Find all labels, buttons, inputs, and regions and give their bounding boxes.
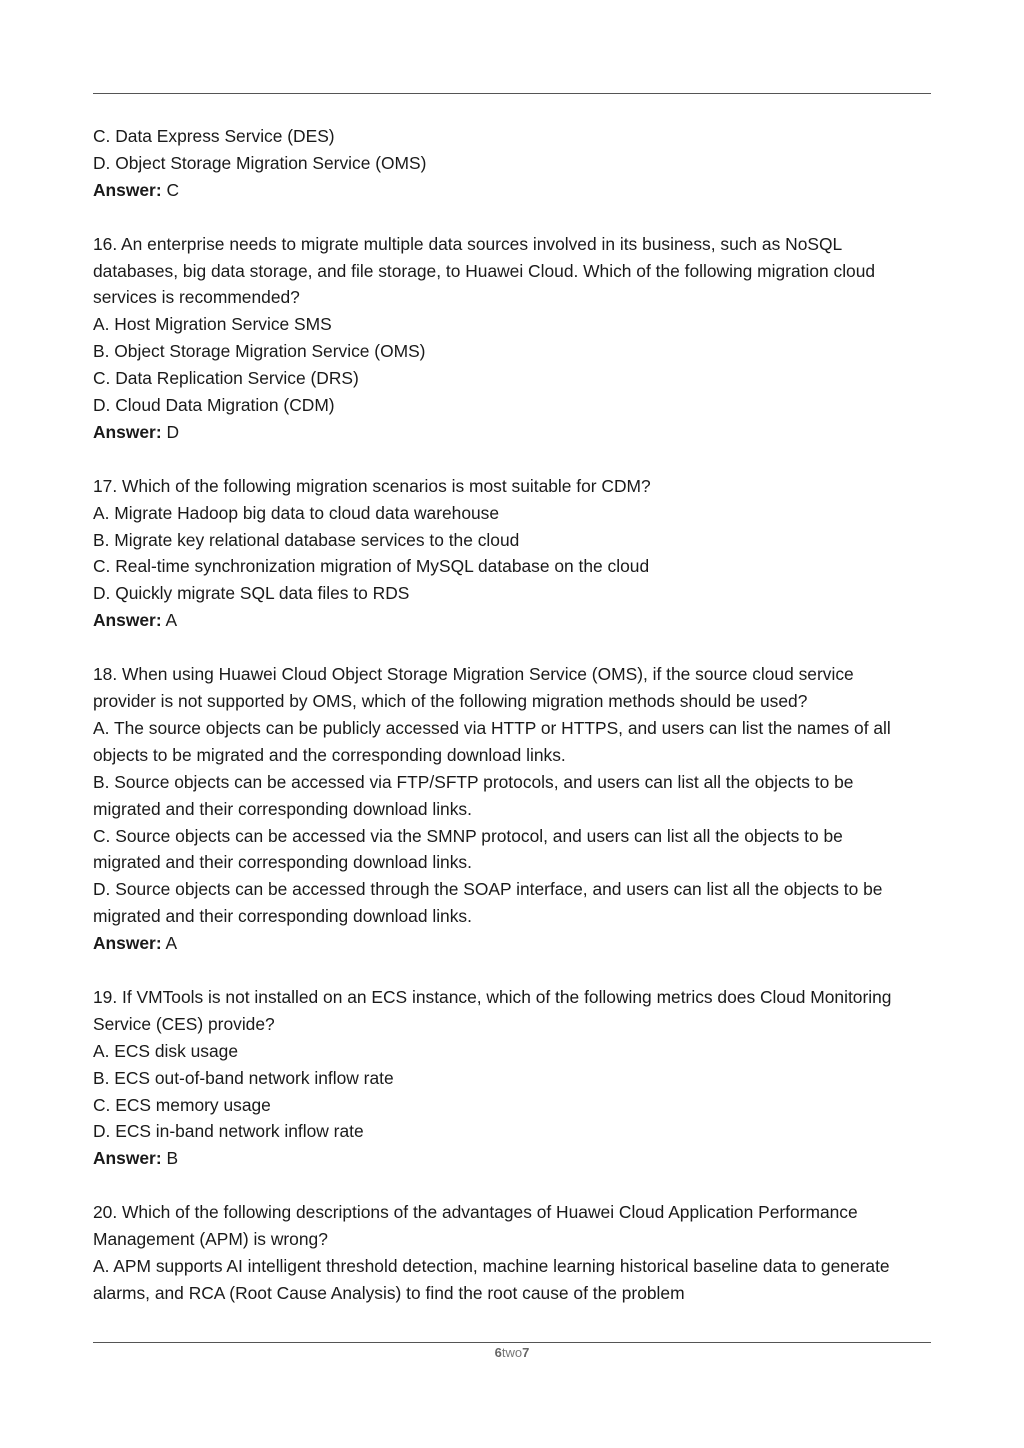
page-number xyxy=(0,1345,1024,1360)
option-line: migrated and their corresponding download links. xyxy=(93,798,472,819)
question-stem-line: provider is not supported by OMS, which of the following migration methods should be used? xyxy=(93,690,808,711)
option-line: D. Cloud Data Migration (CDM) xyxy=(93,395,335,416)
option-line: C. Data Replication Service (DRS) xyxy=(93,368,359,389)
option-line: migrated and their corresponding download links. xyxy=(93,906,472,927)
question-stem-line: 19. If VMTools is not installed on an ECS instance, which of the following metrics does Cloud Monitoring xyxy=(93,986,892,1007)
question-stem-line: 16. An enterprise needs to migrate multiple data sources involved in its business, such as NoSQL xyxy=(93,233,843,254)
option-line: C. Real-time synchronization migration of MySQL database on the cloud xyxy=(93,556,650,577)
question-block xyxy=(93,1199,931,1307)
answer-line xyxy=(93,607,931,634)
question-block xyxy=(93,473,931,634)
option-line: A. The source objects can be publicly accessed via HTTP or HTTPS, and users can list the names of all xyxy=(93,717,891,738)
answer-line xyxy=(93,930,931,957)
answer-label: Answer: xyxy=(93,421,162,442)
question-list xyxy=(93,231,931,1307)
question-stem-line: databases, big data storage, and file storage, to Huawei Cloud. Which of the following migration cloud xyxy=(93,260,876,281)
option-line: B. Migrate key relational database services to the cloud xyxy=(93,529,520,550)
page-current: 6 xyxy=(494,1345,502,1360)
answer-line xyxy=(93,419,931,446)
answer-value: C xyxy=(166,179,180,200)
option-line: C. ECS memory usage xyxy=(93,1094,271,1115)
page-total: 7 xyxy=(522,1345,530,1360)
option-line: migrated and their corresponding download links. xyxy=(93,852,472,873)
page-separator: two xyxy=(501,1345,523,1360)
option-line: A. Migrate Hadoop big data to cloud data warehouse xyxy=(93,502,500,523)
option-line: B. Object Storage Migration Service (OMS) xyxy=(93,341,426,362)
answer-label: Answer: xyxy=(93,179,162,200)
header-rule xyxy=(93,93,931,94)
option-line: B. Source objects can be accessed via FTP/SFTP protocols, and users can list all the objects to be xyxy=(93,771,854,792)
question-block xyxy=(93,984,931,1172)
option-line: A. APM supports AI intelligent threshold detection, machine learning historical baseline data to generate xyxy=(93,1255,890,1276)
answer-label: Answer: xyxy=(93,933,162,954)
question-block xyxy=(93,231,931,446)
option-line: C. Source objects can be accessed via the SMNP protocol, and users can list all the objects to be xyxy=(93,825,843,846)
answer-label: Answer: xyxy=(93,610,162,631)
option-line: objects to be migrated and the corresponding download links. xyxy=(93,744,566,765)
option-line: D. Source objects can be accessed through the SOAP interface, and users can list all the objects to be xyxy=(93,879,883,900)
page-content xyxy=(93,123,931,1307)
option-line: D. Object Storage Migration Service (OMS) xyxy=(93,152,427,173)
question-stem-line: 20. Which of the following descriptions of the advantages of Huawei Cloud Application Performance xyxy=(93,1202,858,1223)
option-line: B. ECS out-of-band network inflow rate xyxy=(93,1067,394,1088)
answer-label: Answer: xyxy=(93,1148,162,1169)
answer-value: B xyxy=(166,1148,179,1169)
question-stem-line: 18. When using Huawei Cloud Object Storage Migration Service (OMS), if the source cloud service xyxy=(93,664,854,685)
answer-value: A xyxy=(165,610,178,631)
answer-line xyxy=(93,1145,931,1172)
option-line: C. Data Express Service (DES) xyxy=(93,126,335,146)
question-stem-line: services is recommended? xyxy=(93,287,300,308)
answer-line xyxy=(93,177,931,204)
question-stem-line: Management (APM) is wrong? xyxy=(93,1229,328,1250)
option-line: alarms, and RCA (Root Cause Analysis) to find the root cause of the problem xyxy=(93,1282,685,1303)
option-line: D. ECS in-band network inflow rate xyxy=(93,1121,364,1142)
answer-value: D xyxy=(166,421,180,442)
question-stem-line: Service (CES) provide? xyxy=(93,1013,275,1034)
question-stem-line: 17. Which of the following migration scenarios is most suitable for CDM? xyxy=(93,475,651,496)
question-block xyxy=(93,661,931,957)
footer-rule xyxy=(93,1342,931,1343)
answer-value: A xyxy=(165,933,178,954)
option-line: A. ECS disk usage xyxy=(93,1040,238,1061)
option-line: A. Host Migration Service SMS xyxy=(93,314,332,335)
option-line: D. Quickly migrate SQL data files to RDS xyxy=(93,583,410,604)
